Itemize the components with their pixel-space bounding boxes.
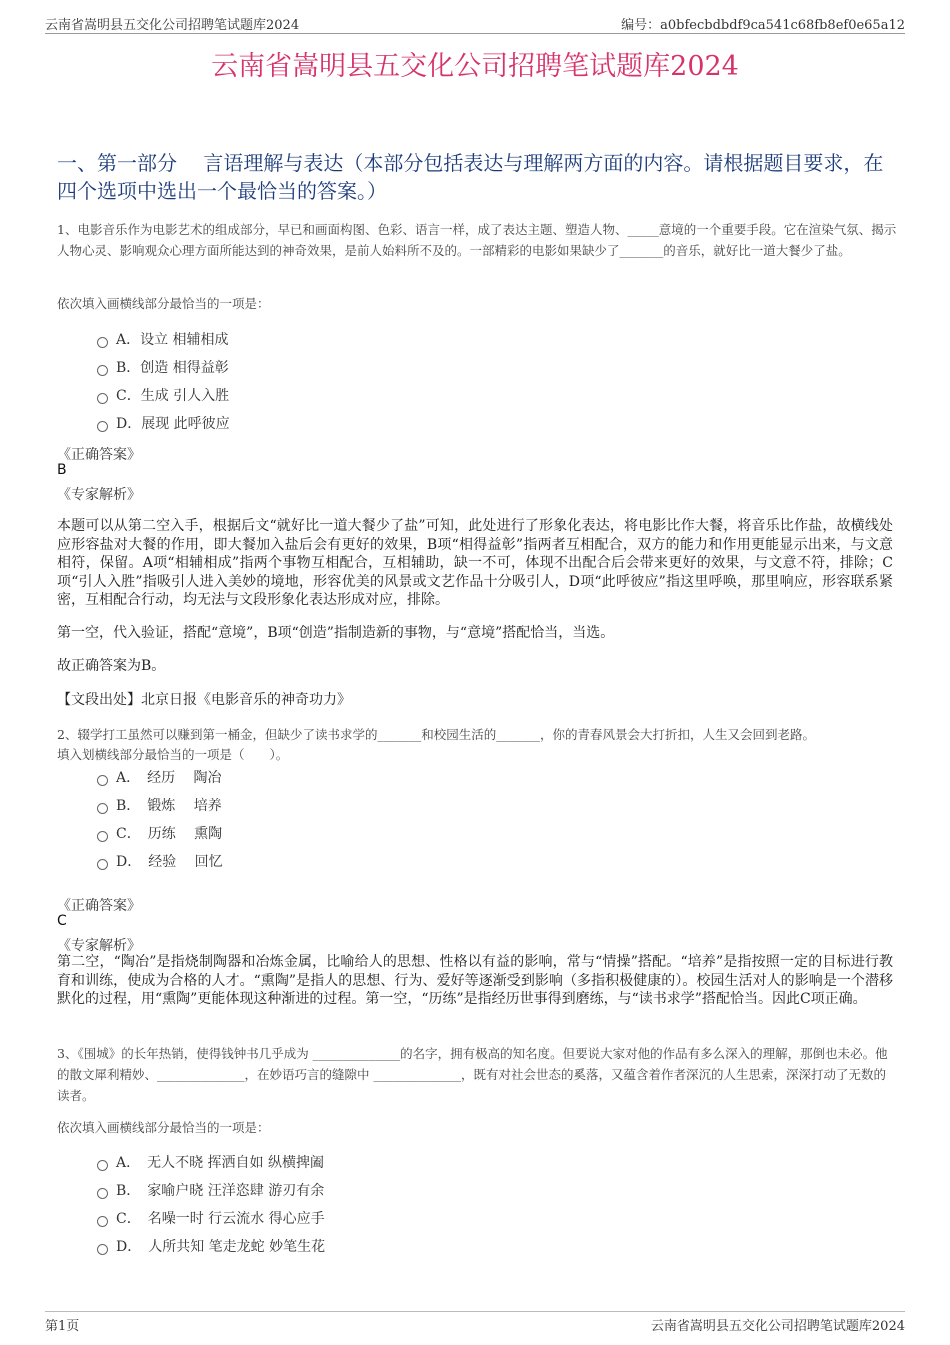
option-a[interactable] xyxy=(97,1148,325,1176)
radio-button[interactable] xyxy=(97,803,108,814)
option-d[interactable] xyxy=(97,847,223,875)
footer-title: 云南省嵩明县五交化公司招聘笔试题库2024 xyxy=(650,1319,905,1334)
option-label: A． 经历 陶冶 xyxy=(116,770,222,786)
analysis-paragraph: 第二空，“陶冶”是指烧制陶器和冶炼金属，比喻给人的思想、性格以有益的影响，常与“情操”搭配。“培养”是指按照一定的目标进行教育和训练，使成为合格的人才。“熏陶”是指人的思想、行为、爱好等逐渐受到影响（多指积极健康的）。校园生活对人的影响是一个潜移默化的过程，用“熏陶”更能体现这种渐进的过程。第一空，“历练”是指经历世事得到磨练，与“读书求学”搭配恰当。因此C项正确。 xyxy=(57,954,893,1007)
option-label: B． 家喻户晓 汪洋恣肆 游刃有余 xyxy=(116,1183,325,1199)
option-b[interactable] xyxy=(97,791,223,819)
correct-answer: C xyxy=(57,913,67,929)
analysis-label: 《专家解析》 xyxy=(57,487,141,503)
answer-label: 《正确答案》 xyxy=(57,898,141,914)
page-title: 云南省嵩明县五交化公司招聘笔试题库2024 xyxy=(211,51,739,82)
question-2-stem: 2、辍学打工虽然可以赚到第一桶金，但缺少了读书求学的_______和校园生活的_______，你的青春风景会大打折扣，人生又会回到老路。 xyxy=(57,727,815,742)
analysis-paragraph: 第一空，代入验证，搭配“意境”，B项“创造”指制造新的事物，与“意境”搭配恰当，当选。 xyxy=(57,625,615,641)
radio-button[interactable] xyxy=(97,831,108,842)
radio-button[interactable] xyxy=(97,365,108,376)
option-a[interactable] xyxy=(97,325,230,353)
header-serial-number: 编号：a0bfecbdbdf9ca541c68fb8ef0e65a12 xyxy=(621,18,905,33)
option-label: D． 经验 回忆 xyxy=(116,854,223,870)
option-c[interactable] xyxy=(97,819,223,847)
question-1-options xyxy=(97,325,230,437)
option-label: D． 人所共知 笔走龙蛇 妙笔生花 xyxy=(116,1239,326,1255)
page-number: 第1页 xyxy=(45,1319,80,1334)
section-heading: 一、第一部分 言语理解与表达（本部分包括表达与理解两方面的内容。请根据题目要求，在四个选项中选出一个最恰当的答案。） xyxy=(57,151,884,203)
option-label: C． 历练 熏陶 xyxy=(116,826,223,842)
option-b[interactable] xyxy=(97,1176,325,1204)
radio-button[interactable] xyxy=(97,1216,108,1227)
option-label: C．生成 引人入胜 xyxy=(116,388,230,404)
radio-button[interactable] xyxy=(97,393,108,404)
header-left-text: 云南省嵩明县五交化公司招聘笔试题库2024 xyxy=(45,18,300,33)
footer-divider xyxy=(45,1311,905,1312)
radio-button[interactable] xyxy=(97,337,108,348)
option-label: D．展现 此呼彼应 xyxy=(116,416,230,432)
question-3-stem: 3、《围城》的长年热销，使得钱钟书几乎成为 ______________的名字，拥有极高的知名度。但要说大家对他的作品有多么深入的理解，那倒也未必。他的散文犀利精妙、______________，在妙语巧言的缝隙中 ______________，既有对社会世态的奚落，又蕴含着作者深沉的人生思索，深深打动了无数的读者。 xyxy=(57,1046,888,1103)
header-divider xyxy=(45,33,905,34)
analysis-label: 《专家解析》 xyxy=(57,938,141,954)
question-2-options xyxy=(97,763,223,875)
answer-label: 《正确答案》 xyxy=(57,447,141,463)
question-3-prompt: 依次填入画横线部分最恰当的一项是： xyxy=(57,1120,270,1135)
option-label: B． 锻炼 培养 xyxy=(116,798,222,814)
option-a[interactable] xyxy=(97,763,223,791)
correct-answer: B xyxy=(57,462,67,478)
option-label: B．创造 相得益彰 xyxy=(116,360,229,376)
analysis-paragraph: 本题可以从第二空入手，根据后文“就好比一道大餐少了盐”可知，此处进行了形象化表达，将电影比作大餐，将音乐比作盐，故横线处应形容盐对大餐的作用，即大餐加入盐后会有更好的效果，B项“相得益彰”指两者互相配合，双方的能力和作用更能显示出来，与文意相符，保留。A项“相辅相成”指两个事物互相配合，互相辅助，缺一不可，体现不出配合后会带来更好的效果，与文意不符，排除；C项“引人入胜”指吸引人进入美妙的境地，形容优美的风景或文艺作品十分吸引人，D项“此呼彼应”指这里呼唤，那里响应，形容联系紧密，互相配合行动，均无法与文段形象化表达形成对应，排除。 xyxy=(57,518,893,608)
radio-button[interactable] xyxy=(97,421,108,432)
radio-button[interactable] xyxy=(97,775,108,786)
source-citation: 【文段出处】北京日报《电影音乐的神奇功力》 xyxy=(57,692,351,708)
option-label: A． 无人不晓 挥洒自如 纵横捭阖 xyxy=(116,1155,325,1171)
option-b[interactable] xyxy=(97,353,230,381)
analysis-paragraph: 故正确答案为B。 xyxy=(57,658,166,674)
radio-button[interactable] xyxy=(97,1244,108,1255)
option-c[interactable] xyxy=(97,381,230,409)
radio-button[interactable] xyxy=(97,1160,108,1171)
option-label: C． 名噪一时 行云流水 得心应手 xyxy=(116,1211,325,1227)
radio-button[interactable] xyxy=(97,859,108,870)
radio-button[interactable] xyxy=(97,1188,108,1199)
option-d[interactable] xyxy=(97,1232,325,1260)
option-label: A．设立 相辅相成 xyxy=(116,332,229,348)
question-2-prompt: 填入划横线部分最恰当的一项是（ ）。 xyxy=(57,747,289,762)
option-c[interactable] xyxy=(97,1204,325,1232)
question-1-stem: 1、电影音乐作为电影艺术的组成部分，早已和画面构图、色彩、语言一样，成了表达主题、塑造人物、_____意境的一个重要手段。它在渲染气氛、揭示人物心灵、影响观众心理方面所能达到的神奇效果，是前人始料所不及的。一部精彩的电影如果缺少了_______的音乐，就好比一道大餐少了盐。 xyxy=(57,222,897,258)
option-d[interactable] xyxy=(97,409,230,437)
question-3-options xyxy=(97,1148,325,1260)
question-1-prompt: 依次填入画横线部分最恰当的一项是： xyxy=(57,296,270,311)
